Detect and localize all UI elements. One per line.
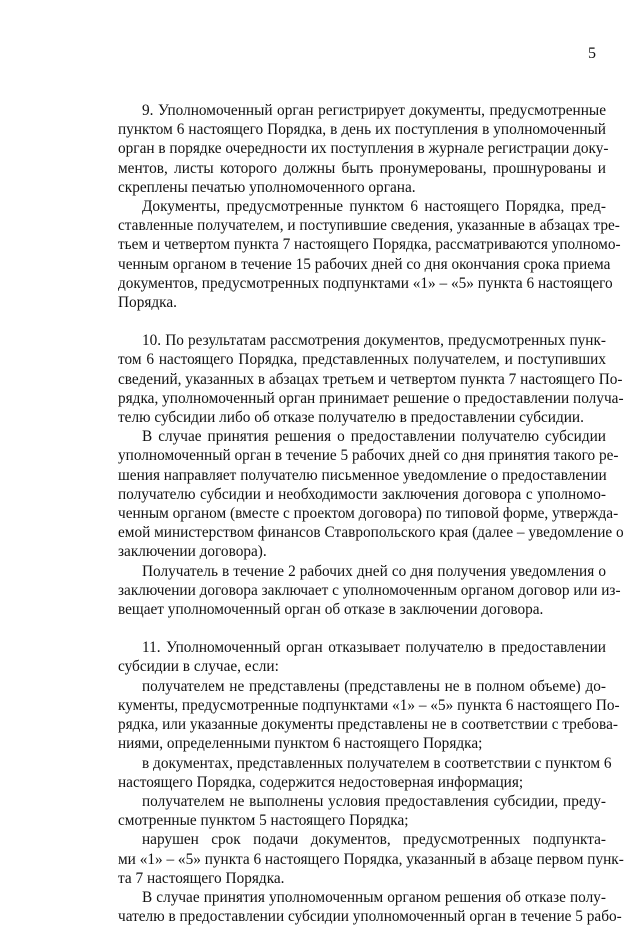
text-line: ставленные получателем, и поступившие сведения, указанные в абзацах тре- (118, 217, 620, 235)
text-line: уполномоченный орган в течение 5 рабочих дней со дня принятия такого ре- (118, 447, 619, 465)
text-line: тьем и четвертом пункта 7 настоящего Порядка, рассматриваются уполномо- (118, 236, 621, 254)
text-line: емой министерством финансов Ставропольского края (далее – уведомление о (118, 524, 624, 542)
paragraph (118, 888, 622, 926)
text-line: нарушен срок подачи документов, предусмотренных подпункта- (142, 831, 606, 849)
page-number: 5 (588, 45, 596, 62)
text-line: документов, предусмотренных подпунктами «1» – «5» пункта 6 настоящего (118, 274, 613, 292)
text-line: та 7 настоящего Порядка. (118, 869, 285, 887)
text-line: рядка, уполномоченный орган принимает решение о предоставлении получа- (118, 389, 624, 407)
text-line: Порядка. (118, 294, 177, 312)
text-line: сведений, указанных в абзацах третьем и четвертом пункта 7 настоящего По- (118, 370, 623, 388)
text-line: Документы, предусмотренные пунктом 6 настоящего Порядка, пред- (142, 198, 606, 216)
text-line: В случае принятия уполномоченным органом решения об отказе полу- (142, 888, 606, 906)
paragraph (118, 830, 624, 888)
text-line: шения направляет получателю письменное уведомление о предоставлении (118, 466, 607, 484)
text-line: субсидии в случае, если: (118, 658, 279, 676)
text-line: пунктом 6 настоящего Порядка, в день их поступления в уполномоченный (118, 121, 606, 139)
text-line: ченным органом (вместе с проектом договора) по типовой форме, утвержда- (118, 505, 619, 523)
paragraph (118, 677, 620, 754)
text-line: рядка, или указанные документы представлены не в соответствии с требова- (118, 716, 618, 734)
paragraph (118, 101, 609, 197)
text-line: настоящего Порядка, содержится недостоверная информация; (118, 773, 524, 791)
text-line: телю субсидии либо об отказе получателю в предоставлении субсидии. (118, 409, 584, 427)
text-line: заключении договора заключает с уполномоченным органом договор или из- (118, 581, 621, 599)
text-line: получателем не представлены (представлены не в полном объеме) до- (142, 677, 606, 695)
text-line: ми «1» – «5» пункта 6 настоящего Порядка, указанный в абзаце первом пунк- (118, 850, 624, 868)
text-line: ниями, определенными пунктом 6 настоящего Порядка; (118, 735, 483, 753)
text-line: получателю субсидии и необходимости заключения договора с уполномо- (118, 485, 606, 503)
text-line: чателю в предоставлении субсидии уполномоченный орган в течение 5 рабо- (118, 908, 622, 926)
text-line: 11. Уполномоченный орган отказывает получателю в предоставлении (142, 639, 606, 657)
text-line: В случае принятия решения о предоставлении получателю субсидии (142, 428, 606, 446)
paragraph (118, 562, 621, 620)
text-line: кументы, предусмотренные подпунктами «1» – «5» пункта 6 настоящего По- (118, 696, 620, 714)
paragraph (118, 197, 621, 312)
text-line: скреплены печатью уполномоченного органа. (118, 178, 416, 196)
paragraph (118, 331, 624, 427)
text-line: в документах, представленных получателем в соответствии с пунктом 6 (142, 754, 612, 772)
paragraph (118, 792, 606, 830)
document-body (118, 101, 624, 926)
text-line: ментов, листы которого должны быть пронумерованы, прошнурованы и (118, 159, 606, 177)
text-line: получателем не выполнены условия предоставления субсидии, преду- (142, 792, 606, 810)
text-line: смотренные пунктом 5 настоящего Порядка; (118, 812, 409, 830)
text-line: ченным органом в течение 15 рабочих дней со дня окончания срока приема (118, 255, 611, 273)
text-line: 9. Уполномоченный орган регистрирует документы, предусмотренные (142, 102, 606, 119)
text-line: вещает уполномоченный орган об отказе в заключении договора. (118, 601, 544, 619)
paragraph (118, 754, 612, 792)
text-line: Получатель в течение 2 рабочих дней со дня получения уведомления о (142, 562, 606, 580)
paragraph (118, 638, 606, 676)
text-line: том 6 настоящего Порядка, представленных получателем, и поступивших (118, 351, 606, 369)
text-line: заключении договора). (118, 543, 267, 561)
text-line: орган в порядке очередности их поступления в журнале регистрации доку- (118, 140, 609, 158)
paragraph (118, 427, 624, 561)
text-line: 10. По результатам рассмотрения документов, предусмотренных пунк- (142, 332, 606, 350)
